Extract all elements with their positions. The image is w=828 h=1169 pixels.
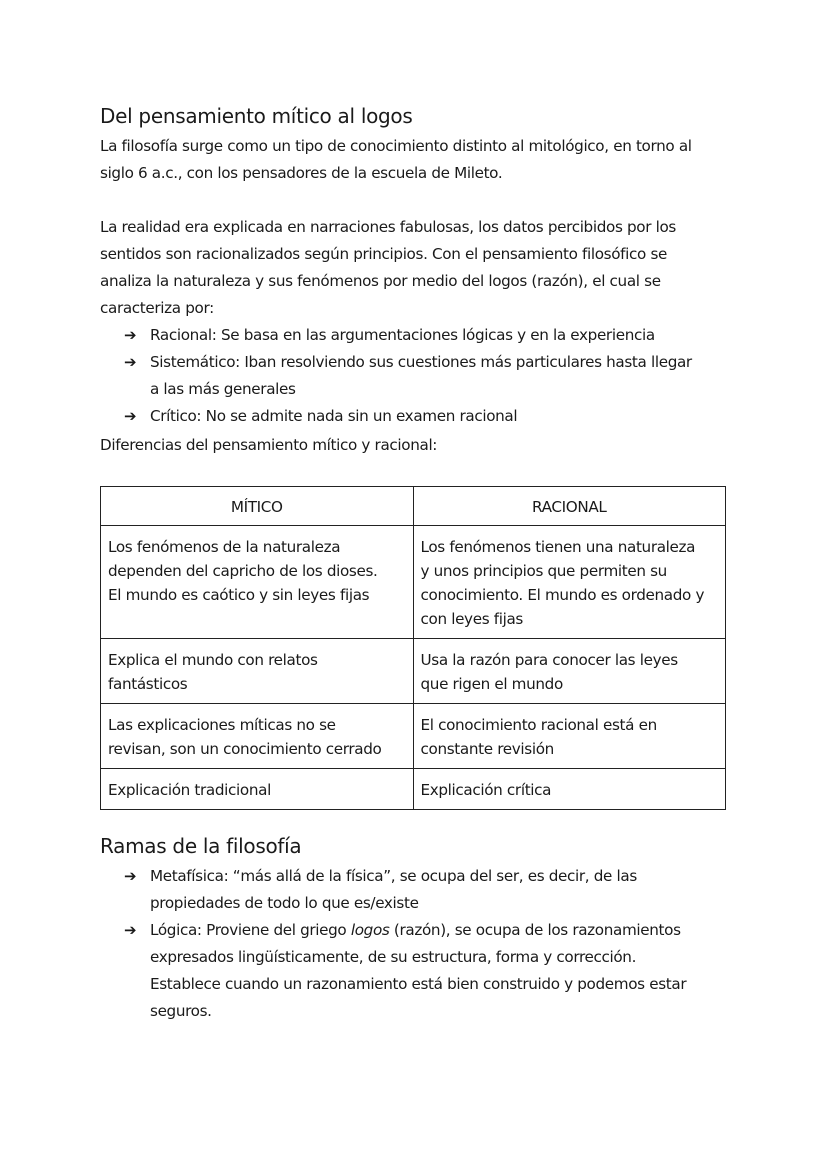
section-title: Del pensamiento mítico al logos bbox=[100, 104, 413, 128]
arrow-icon: ➔ bbox=[124, 867, 137, 885]
characteristics-list bbox=[100, 322, 740, 430]
arrow-icon: ➔ bbox=[124, 326, 137, 344]
table-cell: Usa la razón para conocer las leyes que rigen el mundo bbox=[413, 639, 726, 704]
arrow-icon: ➔ bbox=[124, 353, 137, 371]
list-item bbox=[100, 403, 740, 430]
section-title-ramas: Ramas de la filosofía bbox=[100, 834, 302, 858]
table-intro: Diferencias del pensamiento mítico y racional: bbox=[100, 436, 438, 454]
table-row bbox=[101, 639, 726, 704]
list-item-text: (razón), se ocupa de los razonamientos expresados lingüísticamente, de su estructura, forma y corrección. Establece cuando un razonamiento está bien construido y podemos estar seguros. bbox=[150, 921, 687, 1020]
intro-paragraph: La filosofía surge como un tipo de conocimiento distinto al mitológico, en torno al siglo 6 a.c., con los pensadores de la escuela de Mileto. bbox=[100, 137, 692, 182]
list-item-text: Sistemático: Iban resolviendo sus cuestiones más particulares hasta llegar a las más generales bbox=[150, 353, 692, 398]
table-row bbox=[101, 704, 726, 769]
header-racional: RACIONAL bbox=[413, 487, 726, 526]
list-item-text: Crítico: No se admite nada sin un examen racional bbox=[150, 407, 518, 425]
table-header-row bbox=[101, 487, 726, 526]
arrow-icon: ➔ bbox=[124, 921, 137, 939]
body-paragraph: La realidad era explicada en narraciones fabulosas, los datos percibidos por los sentidos son racionalizados según principios. Con el pensamiento filosófico se analiza la naturaleza y sus fenómenos por medio del logos (razón), el cual se caracteriza por: bbox=[100, 218, 676, 317]
table-cell: Explicación tradicional bbox=[101, 769, 414, 810]
table-cell: Los fenómenos tienen una naturaleza y unos principios que permiten su conocimiento. El mundo es ordenado y con leyes fijas bbox=[413, 526, 726, 639]
branches-list bbox=[100, 863, 740, 1025]
table-cell: Las explicaciones míticas no se revisan, son un conocimiento cerrado bbox=[101, 704, 414, 769]
table-row bbox=[101, 769, 726, 810]
list-item bbox=[100, 322, 740, 349]
header-mitico: MÍTICO bbox=[101, 487, 414, 526]
list-item bbox=[100, 349, 740, 403]
list-item bbox=[100, 917, 740, 1025]
table-cell: Explicación crítica bbox=[413, 769, 726, 810]
table-cell: Explica el mundo con relatos fantásticos bbox=[101, 639, 414, 704]
comparison-table bbox=[100, 486, 726, 810]
list-item bbox=[100, 863, 740, 917]
table-row bbox=[101, 526, 726, 639]
table-cell: El conocimiento racional está en constante revisión bbox=[413, 704, 726, 769]
list-item-text: Racional: Se basa en las argumentaciones lógicas y en la experiencia bbox=[150, 326, 655, 344]
arrow-icon: ➔ bbox=[124, 407, 137, 425]
list-item-text: Lógica: Proviene del griego bbox=[150, 921, 351, 939]
list-item-text: Metafísica: “más allá de la física”, se ocupa del ser, es decir, de las propiedades de todo lo que es/existe bbox=[150, 867, 637, 912]
italic-term: logos bbox=[350, 921, 390, 939]
table-cell: Los fenómenos de la naturaleza dependen del capricho de los dioses. El mundo es caótico y sin leyes fijas bbox=[101, 526, 414, 639]
